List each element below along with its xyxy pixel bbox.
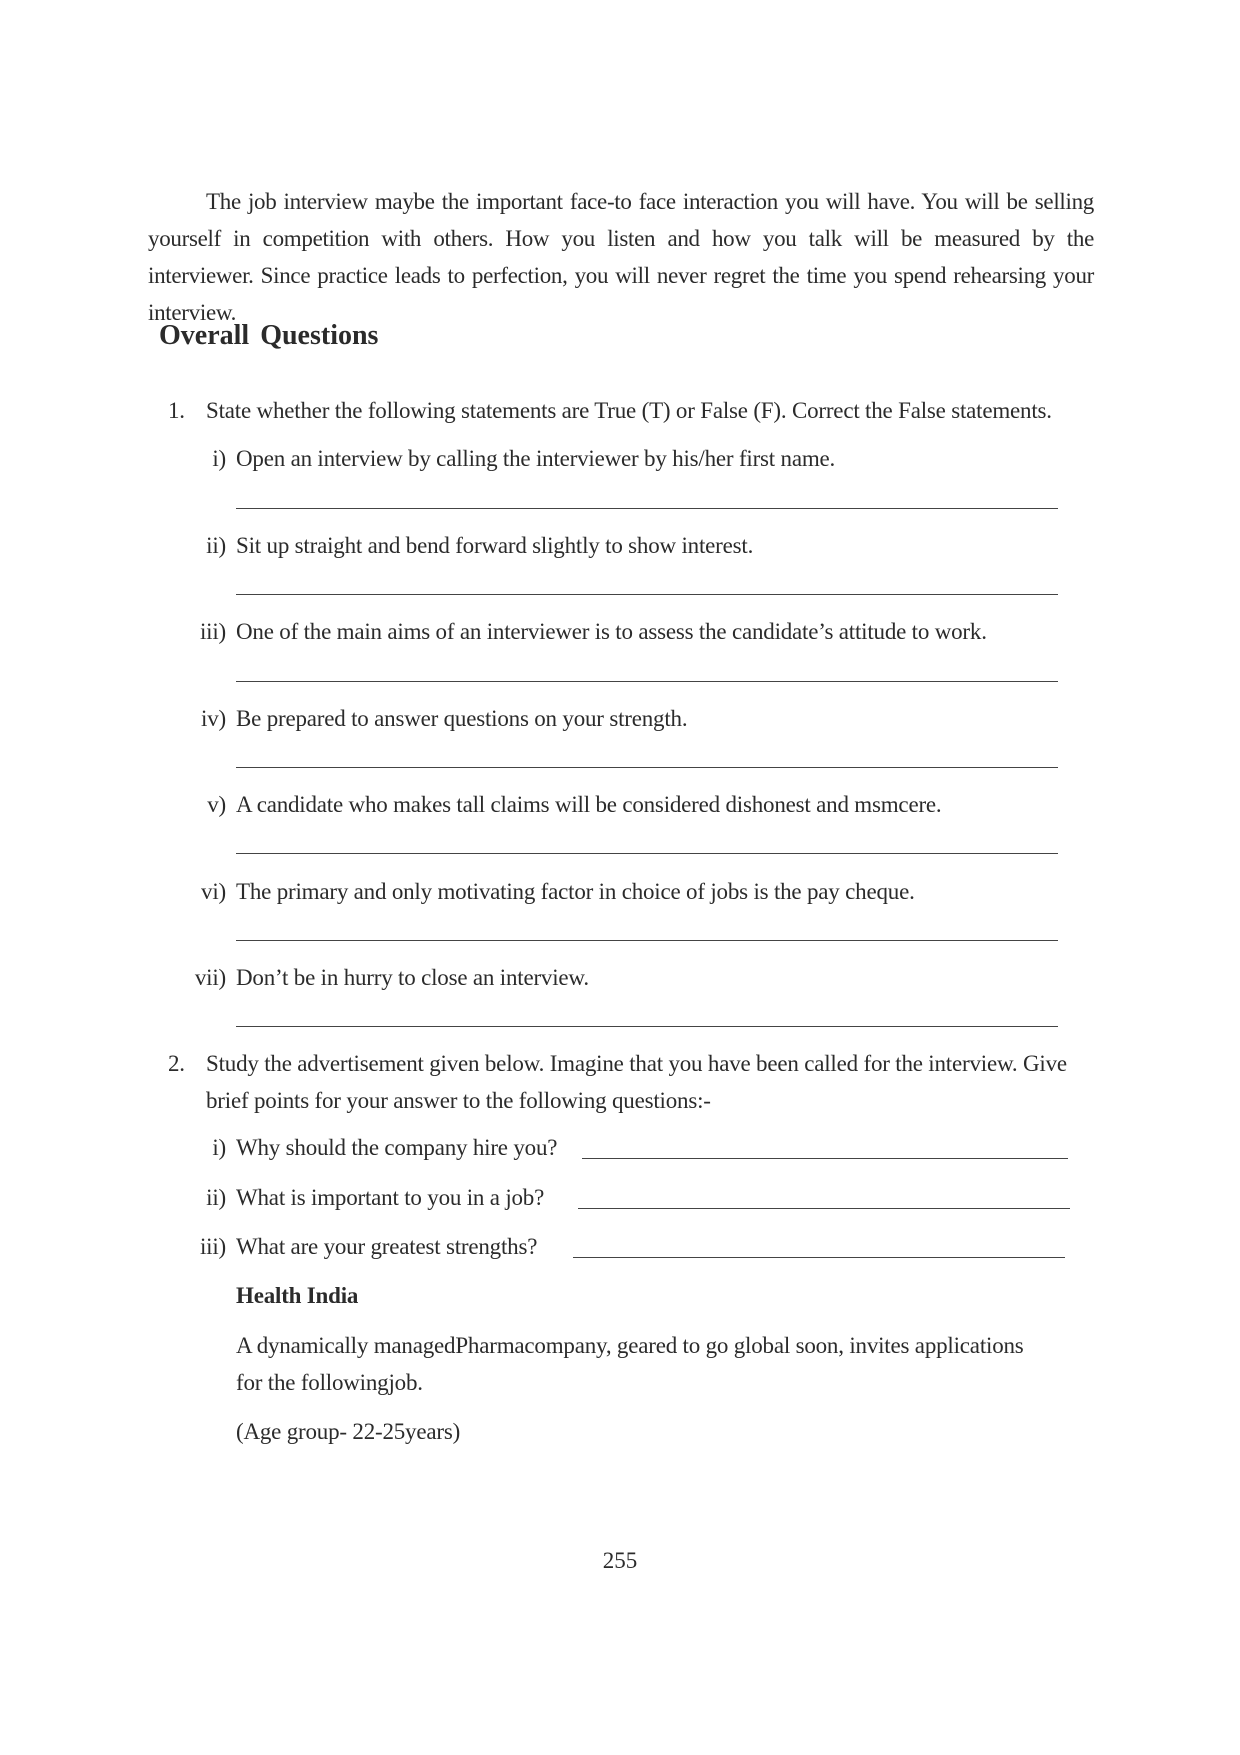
q1-item-4-number: iv) bbox=[201, 706, 226, 731]
q1-item-6-answer-line[interactable] bbox=[236, 940, 1058, 941]
q2-item-2-number: ii) bbox=[206, 1185, 226, 1210]
q1-item-6-number: vi) bbox=[201, 879, 226, 904]
q2-item-2-text: What is important to you in a job? bbox=[236, 1185, 545, 1210]
q1-item-2-answer-line[interactable] bbox=[236, 594, 1058, 595]
q1-item-5-text: A candidate who makes tall claims will be considered dishonest and msmcere. bbox=[236, 792, 942, 817]
q2-item-2-answer-line[interactable] bbox=[578, 1208, 1070, 1209]
q1-item-7-answer-line[interactable] bbox=[236, 1026, 1058, 1027]
ad-text-line-2: for the followingjob. bbox=[236, 1370, 423, 1395]
q2-item-1-answer-line[interactable] bbox=[582, 1158, 1068, 1159]
q1-item-5-answer-line[interactable] bbox=[236, 853, 1058, 854]
ad-age-group: (Age group- 22-25years) bbox=[236, 1419, 461, 1444]
q1-item-1-number: i) bbox=[212, 446, 226, 471]
q2-text-line-1: Study the advertisement given below. Imagine that you have been called for the interview. Give bbox=[206, 1051, 1067, 1076]
q1-text: State whether the following statements are True (T) or False (F). Correct the False statements. bbox=[206, 398, 1052, 423]
q2-text-line-2: brief points for your answer to the following questions:- bbox=[206, 1088, 711, 1113]
q2-item-1-number: i) bbox=[212, 1135, 226, 1160]
q1-item-3-text: One of the main aims of an interviewer is to assess the candidate’s attitude to work. bbox=[236, 619, 987, 644]
q1-item-2-number: ii) bbox=[206, 533, 226, 558]
q1-item-4-answer-line[interactable] bbox=[236, 767, 1058, 768]
q1-item-5-number: v) bbox=[207, 792, 226, 817]
ad-text-line-1: A dynamically managedPharmacompany, geared to go global soon, invites applications bbox=[236, 1333, 1024, 1358]
q1-number: 1. bbox=[168, 398, 185, 423]
q1-item-7-text: Don’t be in hurry to close an interview. bbox=[236, 965, 589, 990]
q1-item-3-answer-line[interactable] bbox=[236, 681, 1058, 682]
q1-item-3-number: iii) bbox=[199, 619, 226, 644]
q2-number: 2. bbox=[168, 1051, 185, 1076]
q1-item-1-answer-line[interactable] bbox=[236, 508, 1058, 509]
q1-item-1-text: Open an interview by calling the interviewer by his/her first name. bbox=[236, 446, 836, 471]
q2-item-3-number: iii) bbox=[199, 1234, 226, 1259]
q1-item-4-text: Be prepared to answer questions on your strength. bbox=[236, 706, 688, 731]
q1-item-6-text: The primary and only motivating factor in choice of jobs is the pay cheque. bbox=[236, 879, 915, 904]
q1-item-7-number: vii) bbox=[194, 965, 226, 990]
ad-title: Health India bbox=[236, 1283, 359, 1308]
q2-item-3-text: What are your greatest strengths? bbox=[236, 1234, 538, 1259]
page-number: 255 bbox=[602, 1548, 638, 1573]
intro-paragraph: The job interview maybe the important face-to face interaction you will have. You will be selling yourself in competition with others. How you listen and how you talk will be measured by the interviewer. Since practice leads to perfection, you will never regret the time you spend rehearsing your interview. bbox=[148, 189, 1094, 325]
section-heading: Overall Questions bbox=[159, 320, 379, 351]
q1-item-2-text: Sit up straight and bend forward slightly to show interest. bbox=[236, 533, 754, 558]
q2-item-3-answer-line[interactable] bbox=[573, 1257, 1065, 1258]
q2-item-1-text: Why should the company hire you? bbox=[236, 1135, 558, 1160]
